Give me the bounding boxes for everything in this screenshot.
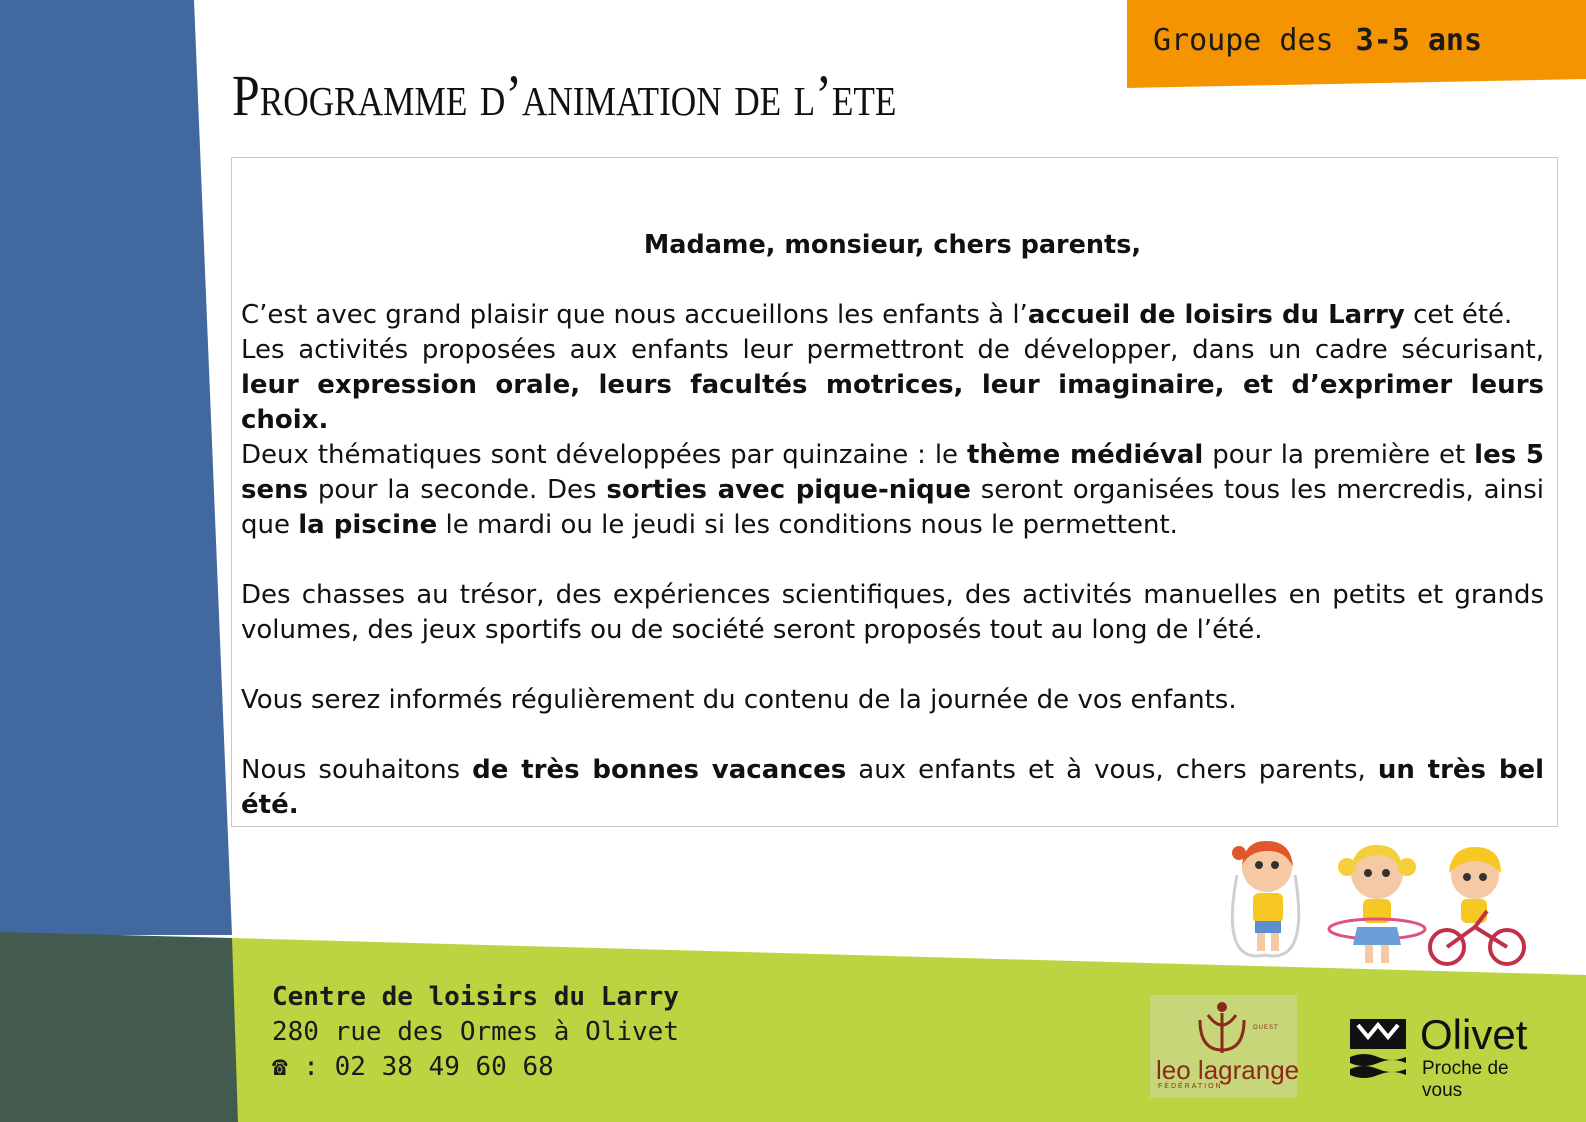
letter-box xyxy=(231,157,1558,827)
olivet-name: Olivet xyxy=(1420,1011,1528,1058)
phone-number: : 02 38 49 60 68 xyxy=(287,1052,554,1082)
leo-region: OUEST xyxy=(1253,1025,1279,1031)
center-address: 280 rue des Ormes à Olivet xyxy=(272,1017,679,1047)
leo-name: leo lagrange xyxy=(1156,1055,1300,1085)
letter-paragraph-2: Des chasses au trésor, des expériences scientifiques, des activités manuelles en petits et grands volumes, des jeux sportifs ou de société seront proposés tout au long de l’été. xyxy=(241,580,1544,645)
olivet-logo xyxy=(1350,1011,1550,1101)
olivet-tagline: Proche de vous xyxy=(1422,1058,1509,1101)
kids-illustration xyxy=(1225,835,1530,975)
letter-paragraph-1: C’est avec grand plaisir que nous accueillons les enfants à l’accueil de loisirs du Larry cet été. Les activités proposées aux enfants leur permettront de développer, dans un cadre sécurisant, leur expression orale, leurs facultés motrices, leur imaginaire, et d’exprimer leurs choix. Deux thématiques sont développées par quinzaine : le thème médiéval pour la première et les 5 sens pour la seconde. Des sorties avec pique-nique seront organisées tous les mercredis, ainsi que la piscine le mardi ou le jeudi si les conditions nous le permettent. xyxy=(241,300,1545,540)
left-dark-block xyxy=(0,932,238,1122)
hula-hoop-girl-icon xyxy=(1329,845,1425,963)
center-name: Centre de loisirs du Larry xyxy=(272,982,679,1012)
jump-rope-girl-icon xyxy=(1232,841,1299,956)
left-blue-band xyxy=(0,0,232,935)
cyclist-kid-icon xyxy=(1430,847,1524,964)
footer-contact xyxy=(272,980,679,1085)
page-title: Programme d’animation de l’ete xyxy=(232,63,897,128)
letter-paragraph-4: Nous souhaitons de très bonnes vacances aux enfants et à vous, chers parents, un très bel été. xyxy=(241,755,1544,820)
badge-age: 3-5 ans xyxy=(1355,22,1483,58)
phone-icon: ☎ xyxy=(272,1052,288,1082)
letter-paragraph-3: Vous serez informés régulièrement du contenu de la journée de vos enfants. xyxy=(241,685,1237,715)
letter-greeting: Madame, monsieur, chers parents, xyxy=(643,230,1142,260)
badge-prefix: Groupe des xyxy=(1153,22,1334,58)
leo-sub: FÉDÉRATION xyxy=(1158,1083,1223,1090)
center-phone xyxy=(272,1050,679,1085)
age-group-badge xyxy=(1127,0,1586,88)
leo-lagrange-logo xyxy=(1150,995,1300,1098)
